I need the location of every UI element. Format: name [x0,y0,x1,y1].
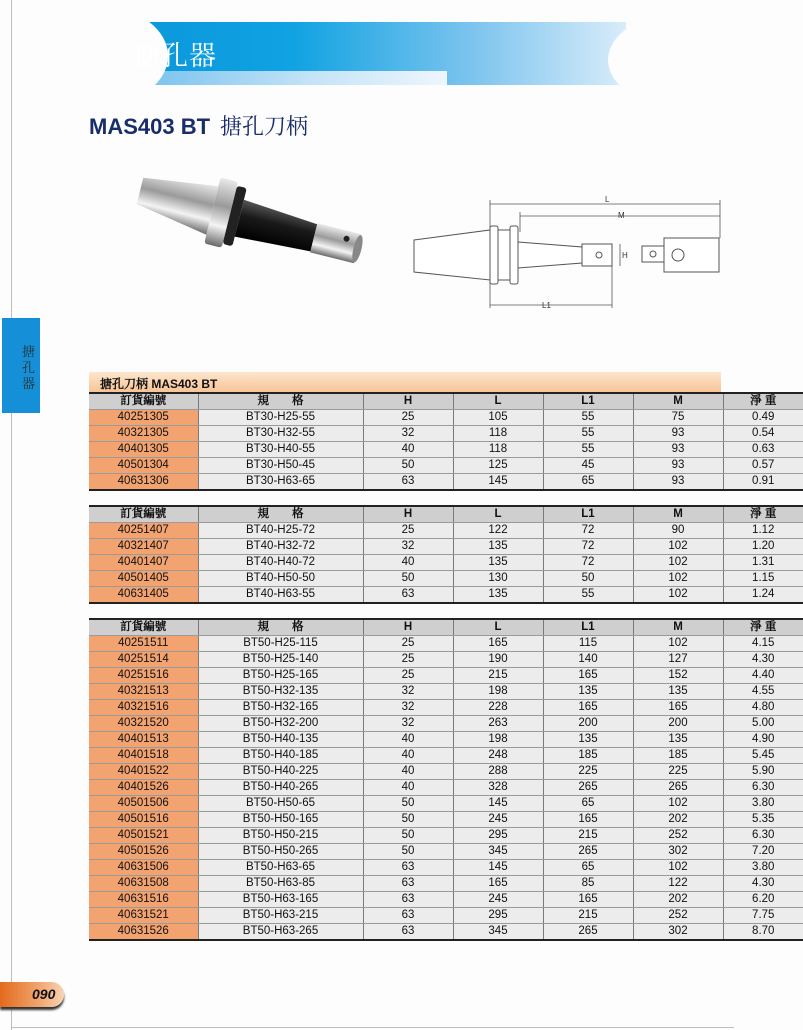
cell-specification: BT30-H63-65 [198,474,363,491]
cell-order-number: 40631506 [89,860,198,876]
tool-holder-photo [125,160,375,290]
cell-l-value: 248 [453,748,543,764]
cell-h-value: 40 [363,764,453,780]
column-header-order-number: 訂貨編號 [89,619,198,636]
cell-l-value: 165 [453,876,543,892]
cell-specification: BT50-H40-185 [198,748,363,764]
cell-l-value: 295 [453,908,543,924]
cell-l-value: 245 [453,892,543,908]
cell-specification: BT50-H63-85 [198,876,363,892]
cell-l1-value: 45 [543,458,633,474]
table-row [89,684,803,700]
cell-m-value: 75 [633,410,723,426]
cell-l-value: 345 [453,844,543,860]
cell-order-number: 40251511 [89,636,198,652]
table-row [89,924,803,941]
cell-order-number: 40321513 [89,684,198,700]
cell-net-weight: 1.15 [723,571,803,587]
cell-h-value: 40 [363,732,453,748]
cell-l-value: 263 [453,716,543,732]
cell-l1-value: 215 [543,908,633,924]
cell-order-number: 40251514 [89,652,198,668]
cell-l1-value: 72 [543,555,633,571]
cell-specification: BT50-H40-135 [198,732,363,748]
cell-m-value: 252 [633,908,723,924]
cell-l-value: 135 [453,555,543,571]
table-row [89,780,803,796]
cell-m-value: 302 [633,924,723,941]
table-header-row [89,619,803,636]
cell-net-weight: 1.24 [723,587,803,604]
cell-l-value: 328 [453,780,543,796]
cell-l-value: 135 [453,587,543,604]
table-row [89,442,803,458]
cell-specification: BT50-H40-225 [198,764,363,780]
cell-m-value: 135 [633,732,723,748]
cell-net-weight: 6.30 [723,780,803,796]
cell-h-value: 50 [363,844,453,860]
cell-order-number: 40251305 [89,410,198,426]
column-header-specification: 規 格 [198,619,363,636]
cell-order-number: 40321516 [89,700,198,716]
table-row [89,474,803,491]
cell-specification: BT50-H25-165 [198,668,363,684]
cell-specification: BT50-H63-65 [198,860,363,876]
column-header-specification: 規 格 [198,393,363,410]
cell-order-number: 40501516 [89,812,198,828]
cell-l-value: 118 [453,442,543,458]
cell-specification: BT40-H40-72 [198,555,363,571]
cell-l-value: 295 [453,828,543,844]
column-header-specification: 規 格 [198,506,363,523]
drawing-taper [414,230,490,280]
spec-table-bt40 [89,505,803,604]
table-row [89,732,803,748]
cell-l1-value: 85 [543,876,633,892]
cell-l-value: 228 [453,700,543,716]
cell-m-value: 135 [633,684,723,700]
cell-m-value: 265 [633,780,723,796]
cell-specification: BT50-H50-215 [198,828,363,844]
label-L1: L1 [542,301,551,310]
table-row [89,716,803,732]
table-row [89,410,803,426]
table-row [89,796,803,812]
table-header-row [89,506,803,523]
cell-net-weight: 0.63 [723,442,803,458]
cell-m-value: 225 [633,764,723,780]
page-border-left [11,0,12,1030]
cell-l1-value: 140 [543,652,633,668]
cell-order-number: 40321407 [89,539,198,555]
cell-order-number: 40401518 [89,748,198,764]
cell-l-value: 288 [453,764,543,780]
cell-net-weight: 5.35 [723,812,803,828]
cell-l1-value: 55 [543,442,633,458]
cell-h-value: 50 [363,812,453,828]
cell-specification: BT50-H50-265 [198,844,363,860]
cell-specification: BT50-H25-115 [198,636,363,652]
column-header-net-weight: 淨 重 [723,393,803,410]
cell-net-weight: 6.30 [723,828,803,844]
cell-m-value: 93 [633,442,723,458]
cell-net-weight: 4.80 [723,700,803,716]
cell-h-value: 63 [363,587,453,604]
cell-net-weight: 5.90 [723,764,803,780]
table-row [89,652,803,668]
cell-order-number: 40321520 [89,716,198,732]
table-row [89,844,803,860]
cell-l-value: 245 [453,812,543,828]
cell-l-value: 122 [453,523,543,539]
table-header-row [89,393,803,410]
dimension-drawing [410,192,732,317]
cell-net-weight: 7.20 [723,844,803,860]
cell-h-value: 50 [363,828,453,844]
cell-net-weight: 3.80 [723,860,803,876]
taper-shank [134,168,219,235]
column-header-m-value: M [633,393,723,410]
cell-m-value: 93 [633,458,723,474]
cell-h-value: 50 [363,571,453,587]
cell-h-value: 25 [363,652,453,668]
column-header-m-value: M [633,506,723,523]
cell-h-value: 50 [363,796,453,812]
cell-specification: BT40-H32-72 [198,539,363,555]
cell-specification: BT30-H32-55 [198,426,363,442]
cell-order-number: 40631405 [89,587,198,604]
cell-l-value: 145 [453,796,543,812]
cell-order-number: 40631306 [89,474,198,491]
cell-h-value: 50 [363,458,453,474]
cell-l1-value: 65 [543,474,633,491]
column-header-h-value: H [363,619,453,636]
column-header-h-value: H [363,506,453,523]
page-border-bottom [11,1027,734,1028]
column-header-l1-value: L1 [543,506,633,523]
cell-order-number: 40401513 [89,732,198,748]
cell-h-value: 25 [363,636,453,652]
cell-specification: BT50-H32-165 [198,700,363,716]
cell-m-value: 90 [633,523,723,539]
cell-specification: BT50-H50-165 [198,812,363,828]
cell-h-value: 32 [363,426,453,442]
table-row [89,828,803,844]
cell-net-weight: 4.40 [723,668,803,684]
cell-specification: BT30-H50-45 [198,458,363,474]
cell-order-number: 40501405 [89,571,198,587]
product-title [89,110,308,141]
table-row [89,555,803,571]
cell-order-number: 40631516 [89,892,198,908]
cell-specification: BT50-H63-215 [198,908,363,924]
cell-m-value: 252 [633,828,723,844]
cell-l-value: 165 [453,636,543,652]
table-row [89,571,803,587]
column-header-h-value: H [363,393,453,410]
cell-specification: BT50-H50-65 [198,796,363,812]
cell-net-weight: 0.49 [723,410,803,426]
spec-table-bt50 [89,618,803,941]
cell-order-number: 40631508 [89,876,198,892]
cell-specification: BT50-H63-265 [198,924,363,941]
cell-h-value: 40 [363,555,453,571]
page-number: 090 [32,986,56,1002]
cell-net-weight: 4.55 [723,684,803,700]
cell-net-weight: 4.30 [723,652,803,668]
cell-l1-value: 165 [543,812,633,828]
cell-specification: BT50-H40-265 [198,780,363,796]
cell-l1-value: 55 [543,587,633,604]
cell-order-number: 40401526 [89,780,198,796]
cell-l-value: 198 [453,732,543,748]
product-title-en: MAS403 BT [89,114,211,139]
cell-net-weight: 1.12 [723,523,803,539]
cell-l-value: 215 [453,668,543,684]
cell-l-value: 118 [453,426,543,442]
column-header-order-number: 訂貨編號 [89,506,198,523]
cell-h-value: 25 [363,410,453,426]
cell-order-number: 40251516 [89,668,198,684]
cell-h-value: 32 [363,684,453,700]
cell-l1-value: 265 [543,924,633,941]
column-header-net-weight: 淨 重 [723,506,803,523]
table-title: 搪孔刀柄 MAS403 BT [100,377,218,391]
table-row [89,876,803,892]
cell-l1-value: 185 [543,748,633,764]
cell-l1-value: 265 [543,844,633,860]
cell-m-value: 302 [633,844,723,860]
cell-order-number: 40631526 [89,924,198,941]
cell-specification: BT40-H25-72 [198,523,363,539]
cell-specification: BT50-H32-135 [198,684,363,700]
cell-m-value: 102 [633,587,723,604]
cell-specification: BT40-H50-50 [198,571,363,587]
cell-l1-value: 265 [543,780,633,796]
cell-m-value: 102 [633,555,723,571]
banner-cutout-right [608,14,748,106]
column-header-l-value: L [453,506,543,523]
spec-table-bt30 [89,392,803,491]
cell-l1-value: 72 [543,523,633,539]
cell-h-value: 63 [363,860,453,876]
table-row [89,812,803,828]
cell-l-value: 125 [453,458,543,474]
cell-order-number: 40321305 [89,426,198,442]
table-row [89,892,803,908]
label-H: H [622,251,628,260]
label-M: M [618,211,625,220]
cell-order-number: 40631521 [89,908,198,924]
cell-m-value: 102 [633,539,723,555]
cell-net-weight: 6.20 [723,892,803,908]
cell-l1-value: 135 [543,732,633,748]
cell-m-value: 202 [633,812,723,828]
table-row [89,636,803,652]
cell-l1-value: 55 [543,426,633,442]
cell-l-value: 190 [453,652,543,668]
cell-order-number: 40401305 [89,442,198,458]
cell-l-value: 198 [453,684,543,700]
column-header-l1-value: L1 [543,393,633,410]
table-row [89,426,803,442]
cell-m-value: 102 [633,860,723,876]
cell-order-number: 40501521 [89,828,198,844]
cell-specification: BT50-H63-165 [198,892,363,908]
product-title-cn: 搪孔刀柄 [220,115,309,140]
column-header-l-value: L [453,619,543,636]
side-tab-label: 搪孔器 [22,345,36,392]
table-row [89,458,803,474]
cell-l1-value: 65 [543,860,633,876]
cell-m-value: 202 [633,892,723,908]
cell-h-value: 40 [363,780,453,796]
cell-l1-value: 65 [543,796,633,812]
cell-order-number: 40501304 [89,458,198,474]
cell-order-number: 40251407 [89,523,198,539]
cell-net-weight: 5.00 [723,716,803,732]
cell-h-value: 32 [363,539,453,555]
cell-net-weight: 5.45 [723,748,803,764]
cell-h-value: 63 [363,474,453,491]
cell-m-value: 200 [633,716,723,732]
cell-h-value: 25 [363,523,453,539]
cell-specification: BT40-H63-55 [198,587,363,604]
cell-h-value: 40 [363,748,453,764]
cell-specification: BT30-H40-55 [198,442,363,458]
cell-l1-value: 55 [543,410,633,426]
column-header-l1-value: L1 [543,619,633,636]
cell-h-value: 25 [363,668,453,684]
cell-l1-value: 165 [543,892,633,908]
table-row [89,764,803,780]
cell-net-weight: 1.20 [723,539,803,555]
cell-l1-value: 165 [543,700,633,716]
cell-l1-value: 72 [543,539,633,555]
cell-order-number: 40401522 [89,764,198,780]
table-row [89,523,803,539]
cell-net-weight: 4.90 [723,732,803,748]
cell-l-value: 135 [453,539,543,555]
cell-l1-value: 215 [543,828,633,844]
cell-net-weight: 3.80 [723,796,803,812]
column-header-net-weight: 淨 重 [723,619,803,636]
cell-net-weight: 0.91 [723,474,803,491]
cell-net-weight: 1.31 [723,555,803,571]
column-header-m-value: M [633,619,723,636]
cell-m-value: 93 [633,474,723,491]
column-header-order-number: 訂貨編號 [89,393,198,410]
table-row [89,587,803,604]
cell-m-value: 102 [633,571,723,587]
table-row [89,700,803,716]
cell-specification: BT50-H25-140 [198,652,363,668]
label-L: L [605,195,610,204]
table-row [89,860,803,876]
cell-l-value: 130 [453,571,543,587]
cell-m-value: 127 [633,652,723,668]
cell-net-weight: 4.30 [723,876,803,892]
cell-net-weight: 8.70 [723,924,803,941]
cell-m-value: 152 [633,668,723,684]
cell-l-value: 145 [453,474,543,491]
cell-m-value: 165 [633,700,723,716]
table-row [89,908,803,924]
cell-l1-value: 115 [543,636,633,652]
column-header-l-value: L [453,393,543,410]
cell-net-weight: 0.54 [723,426,803,442]
cell-m-value: 93 [633,426,723,442]
cell-m-value: 102 [633,636,723,652]
cell-l-value: 105 [453,410,543,426]
cell-l1-value: 225 [543,764,633,780]
cell-order-number: 40501506 [89,796,198,812]
cell-net-weight: 7.75 [723,908,803,924]
table-row [89,748,803,764]
cell-net-weight: 4.15 [723,636,803,652]
section-title: 搪孔器 [133,41,217,72]
cell-l-value: 345 [453,924,543,941]
table-row [89,539,803,555]
cell-h-value: 63 [363,908,453,924]
cell-net-weight: 0.57 [723,458,803,474]
cell-h-value: 32 [363,700,453,716]
cell-l-value: 145 [453,860,543,876]
cell-h-value: 32 [363,716,453,732]
table-row [89,668,803,684]
cell-specification: BT50-H32-200 [198,716,363,732]
cell-order-number: 40501526 [89,844,198,860]
cell-order-number: 40401407 [89,555,198,571]
cell-l1-value: 135 [543,684,633,700]
cell-specification: BT30-H25-55 [198,410,363,426]
cell-m-value: 102 [633,796,723,812]
cell-h-value: 63 [363,924,453,941]
cell-m-value: 185 [633,748,723,764]
section-banner-stripe [117,71,447,85]
cell-l1-value: 50 [543,571,633,587]
cell-l1-value: 200 [543,716,633,732]
black-body [235,200,319,255]
cell-h-value: 40 [363,442,453,458]
cell-h-value: 63 [363,892,453,908]
cell-m-value: 122 [633,876,723,892]
cell-l1-value: 165 [543,668,633,684]
cell-h-value: 63 [363,876,453,892]
